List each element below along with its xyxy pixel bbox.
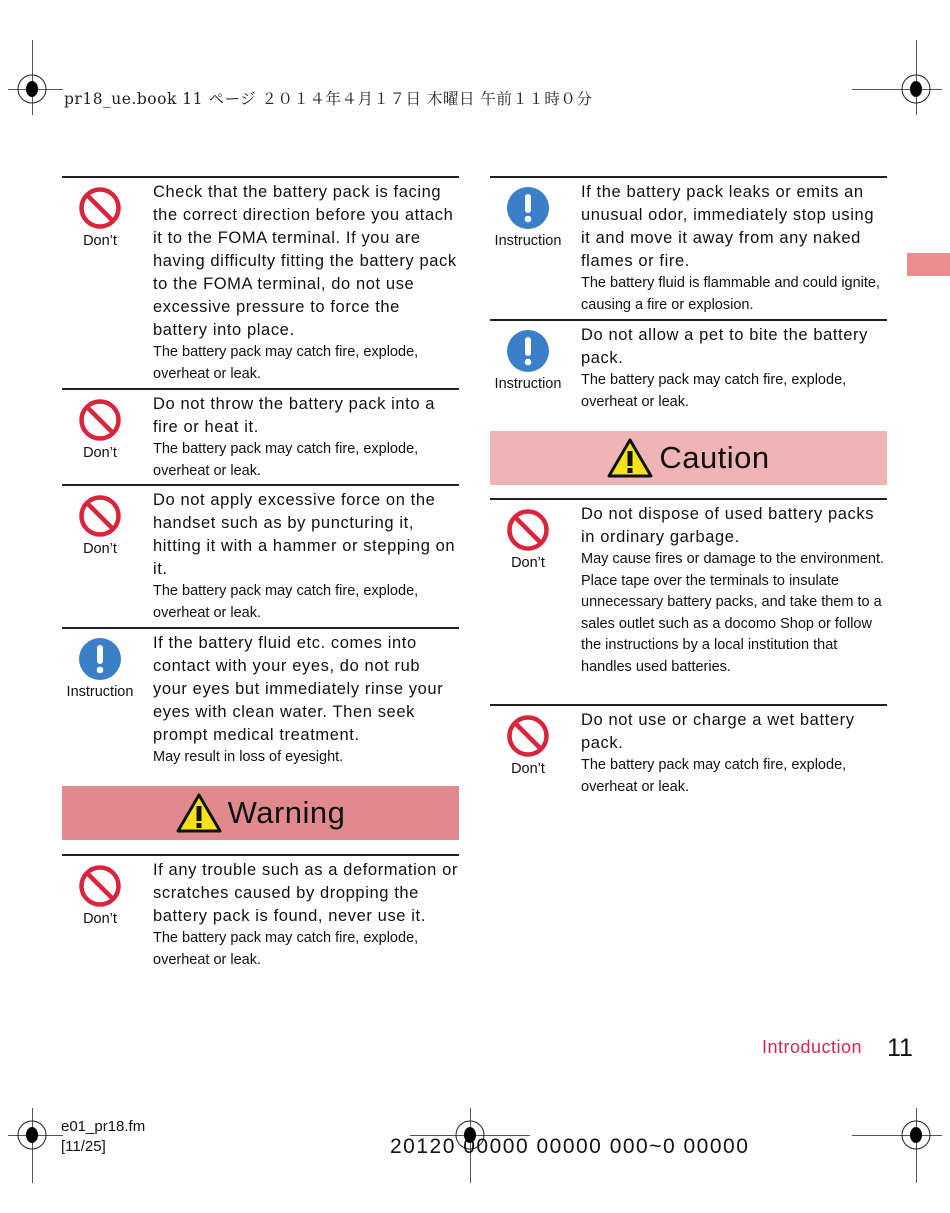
item-sub-text: May cause fires or damage to the environment. Place tape over the terminals to insulate unnecessary battery packs, and take them to a sales outlet such as a docomo Shop or follow the instructions by a local institution that handles used batteries. <box>581 551 885 675</box>
symbol-label: Don’t <box>511 555 545 571</box>
prohibited-icon <box>62 398 138 442</box>
dont-symbol <box>490 508 566 571</box>
item-main-text: Check that the battery pack is facing the correct direction before you attach it to the FOMA terminal. If you are having difficulty fitting the battery pack to the FOMA terminal, do not use excessive pressure to force the battery into place. <box>153 183 457 339</box>
item-sub-text: May result in loss of eyesight. <box>153 749 344 765</box>
exclamation-icon <box>490 329 566 373</box>
symbol-label: Don’t <box>83 445 117 461</box>
instruction-symbol <box>490 329 566 392</box>
dont-symbol <box>62 398 138 461</box>
dont-symbol <box>62 186 138 249</box>
warning-banner <box>62 786 459 840</box>
section-name: Introduction <box>762 1037 863 1057</box>
safety-item <box>490 704 887 798</box>
item-main-text: Do not throw the battery pack into a fire or heat it. <box>153 395 436 436</box>
prohibited-icon <box>62 864 138 908</box>
prohibited-icon <box>62 186 138 230</box>
safety-item <box>490 498 887 678</box>
safety-item <box>490 176 887 316</box>
warning-triangle-icon <box>176 793 222 833</box>
prohibited-icon <box>62 494 138 538</box>
safety-item <box>62 484 459 624</box>
instruction-symbol <box>490 186 566 249</box>
symbol-label: Don’t <box>83 233 117 249</box>
safety-item <box>62 176 459 385</box>
exclamation-icon <box>490 186 566 230</box>
registration-mark-icon <box>901 1120 931 1150</box>
dont-symbol <box>490 714 566 777</box>
item-sub-text: The battery pack may catch fire, explode, overheat or leak. <box>153 344 419 382</box>
symbol-label: Instruction <box>494 233 562 249</box>
file-info <box>61 1117 145 1157</box>
item-sub-text: The battery fluid is flammable and could ignite, causing a fire or explosion. <box>581 275 881 313</box>
print-code: 20120 00000 00000 000~0 00000 <box>390 1135 750 1158</box>
prohibited-icon <box>490 508 566 552</box>
print-header: pr18_ue.book 11 ページ ２０１４年４月１７日 木曜日 午前１１時０分 <box>64 90 593 108</box>
item-main-text: Do not use or charge a wet battery pack. <box>581 711 855 752</box>
safety-item <box>62 627 459 769</box>
prohibited-icon <box>490 714 566 758</box>
page-number: 11 <box>887 1034 913 1062</box>
item-sub-text: The battery pack may catch fire, explode, overheat or leak. <box>153 441 419 479</box>
item-main-text: Do not dispose of used battery packs in ordinary garbage. <box>581 505 875 546</box>
file-pages: [11/25] <box>61 1138 106 1155</box>
registration-mark-icon <box>17 74 47 104</box>
file-name: e01_pr18.fm <box>61 1118 146 1135</box>
item-sub-text: The battery pack may catch fire, explode, overheat or leak. <box>153 930 419 968</box>
exclamation-icon <box>62 637 138 681</box>
safety-item <box>62 388 459 482</box>
item-main-text: If the battery pack leaks or emits an unusual odor, immediately stop using it and move it away from any naked flames or fire. <box>581 183 875 270</box>
item-main-text: If any trouble such as a deformation or scratches caused by dropping the battery pack is found, never use it. <box>153 861 458 925</box>
caution-banner <box>490 431 887 485</box>
warning-title: Warning <box>227 795 346 830</box>
caution-title: Caution <box>659 440 770 475</box>
dont-symbol <box>62 864 138 927</box>
symbol-label: Don’t <box>511 761 545 777</box>
dont-symbol <box>62 494 138 557</box>
safety-item <box>62 854 459 971</box>
section-tab <box>907 253 950 276</box>
instruction-symbol <box>62 637 138 700</box>
symbol-label: Instruction <box>66 684 134 700</box>
safety-item <box>490 319 887 413</box>
symbol-label: Don’t <box>83 541 117 557</box>
symbol-label: Instruction <box>494 376 562 392</box>
item-main-text: Do not allow a pet to bite the battery pack. <box>581 326 868 367</box>
item-main-text: Do not apply excessive force on the handset such as by puncturing it, hitting it with a hammer or stepping on it. <box>153 491 456 578</box>
item-main-text: If the battery fluid etc. comes into contact with your eyes, do not rub your eyes but immediately rinse your eyes with clean water. Then seek prompt medical treatment. <box>153 634 444 744</box>
item-sub-text: The battery pack may catch fire, explode, overheat or leak. <box>153 583 419 621</box>
warning-triangle-icon <box>607 438 653 478</box>
item-sub-text: The battery pack may catch fire, explode, overheat or leak. <box>581 372 847 410</box>
item-sub-text: The battery pack may catch fire, explode, overheat or leak. <box>581 757 847 795</box>
registration-mark-icon <box>901 74 931 104</box>
symbol-label: Don’t <box>83 911 117 927</box>
registration-mark-icon <box>17 1120 47 1150</box>
